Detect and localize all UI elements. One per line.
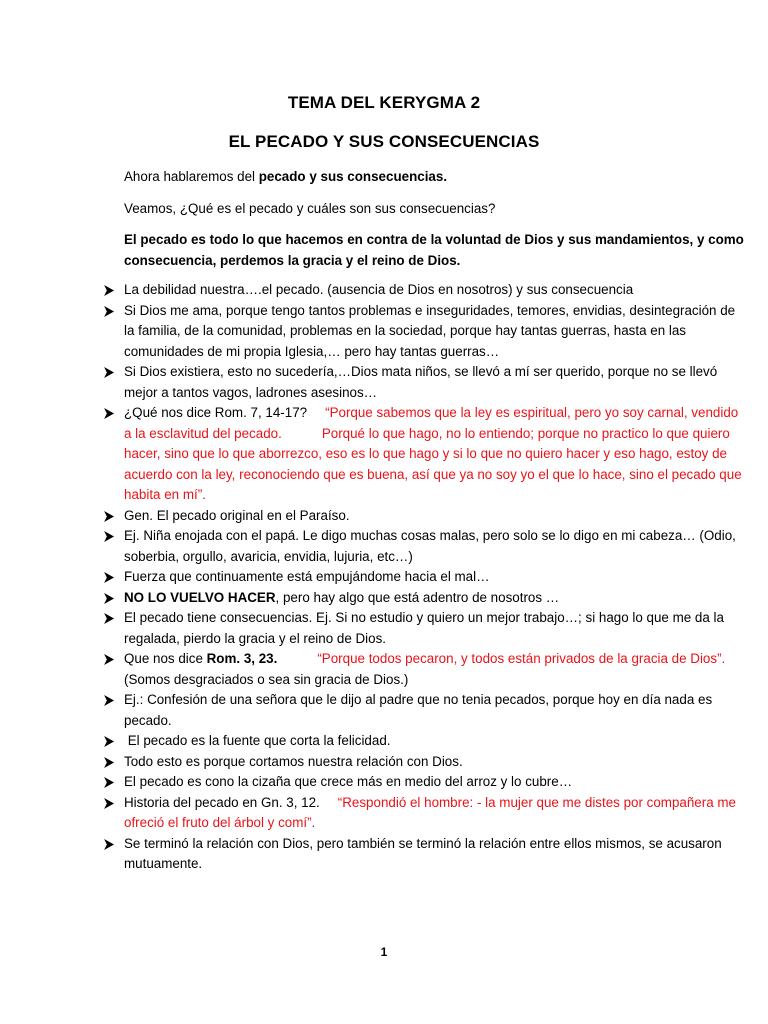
arrowhead-bullet-icon — [103, 839, 114, 850]
bullet-text: Que nos dice — [124, 651, 207, 666]
bullet-bold-text: NO LO VUELVO HACER — [124, 589, 276, 605]
page-number: 1 — [380, 945, 388, 959]
list-item — [0, 793, 742, 834]
list-item — [0, 834, 742, 875]
bullet-text: La debilidad nuestra….el pecado. (ausencia de Dios en nosotros) y sus consecuencia — [124, 282, 634, 297]
arrowhead-bullet-icon — [103, 511, 114, 522]
list-item — [0, 649, 742, 690]
list-item — [0, 772, 742, 793]
bullet-text: Gen. El pecado original en el Paraíso. — [124, 507, 350, 523]
list-item — [0, 280, 742, 301]
scripture-reference: Rom. 3, 23. — [206, 651, 278, 666]
list-item — [0, 588, 742, 609]
list-item — [0, 526, 742, 567]
intro-paragraph — [124, 167, 744, 188]
list-item — [0, 690, 742, 731]
bullet-text: Si Dios existiera, esto no sucedería,…Dios mata niños, se llevó a mí ser querido, porque no se llevó mejor a tantos vagos, ladrones asesinos… — [124, 364, 718, 400]
bullet-text: Se terminó la relación con Dios, pero también se terminó la relación entre ellos mismos, se acusaron mutuamente. — [124, 835, 722, 871]
arrowhead-bullet-icon — [103, 367, 114, 378]
question-paragraph: Veamos, ¿Qué es el pecado y cuáles son sus consecuencias? — [124, 201, 496, 216]
arrowhead-bullet-icon — [103, 798, 114, 809]
bullet-text: Todo esto es porque cortamos nuestra relación con Dios. — [124, 753, 463, 769]
arrowhead-bullet-icon — [103, 593, 114, 604]
arrowhead-bullet-icon — [103, 736, 114, 747]
arrowhead-bullet-icon — [103, 613, 114, 624]
bullet-text: El pecado tiene consecuencias. Ej. Si no estudio y quiero un mejor trabajo…; si hago lo que me da la regalada, pierdo la gracia y el reino de Dios. — [124, 610, 724, 646]
bullet-text: Ej.: Confesión de una señora que le dijo al padre que no tenia pecados, porque hoy en día nada es pecado. — [124, 692, 713, 728]
list-item — [0, 506, 742, 527]
list-item — [0, 752, 742, 773]
bullet-text: Si Dios me ama, porque tengo tantos problemas e inseguridades, temores, envidias, desintegración de la familia, de la comunidad, problemas en la sociedad, porque hay tantas guerras, hasta en las comunidades de mi propia Iglesia,… pero hay tantas guerras… — [124, 302, 736, 359]
list-item — [0, 608, 742, 649]
bullet-text-continued: (Somos desgraciados o sea sin gracia de Dios.) — [124, 671, 409, 687]
arrowhead-bullet-icon — [103, 572, 114, 583]
list-item — [0, 403, 742, 506]
scripture-quote: “Respondió el hombre: - la mujer que me distes por compañera me ofreció el fruto del árbol y comí”. — [124, 794, 736, 830]
document-title: TEMA DEL KERYGMA 2 — [287, 93, 481, 112]
arrowhead-bullet-icon — [103, 285, 114, 296]
list-item — [0, 301, 742, 363]
scripture-reference: Historia del pecado en Gn. 3, 12. — [124, 794, 320, 810]
scripture-quote: “Porque sabemos que la ley es espiritual, pero yo soy carnal, vendido a la esclavitud del pecado. — [124, 405, 739, 441]
definition-paragraph: El pecado es todo lo que hacemos en contra de la voluntad de Dios y sus mandamientos, y como consecuencia, perdemos la gracia y el reino de Dios. — [124, 232, 744, 268]
list-item — [0, 362, 742, 403]
scripture-quote: “Porque todos pecaron, y todos están privados de la gracia de Dios”. — [317, 651, 726, 666]
bullet-text: , pero hay algo que está adentro de nosotros … — [275, 589, 560, 605]
arrowhead-bullet-icon — [103, 408, 114, 419]
bullet-text: Fuerza que continuamente está empujándome hacia el mal… — [124, 569, 490, 584]
list-item — [0, 731, 742, 752]
scripture-quote-continued: Porqué lo que hago, no lo entiendo; porque no practico lo que quiero hacer, sino que lo que aborrezco, eso es lo que hago y si lo que no quiero hacer y eso hago, estoy de acuerdo con la ley, reconociendo que es buena, así que ya no soy yo el que lo hace, sino el pecado que habita en mí”. — [124, 425, 742, 502]
arrowhead-bullet-icon — [103, 695, 114, 706]
intro-bold-text: pecado y sus consecuencias. — [258, 169, 448, 184]
scripture-reference: ¿Qué nos dice Rom. 7, 14-17? — [124, 405, 308, 420]
list-item — [0, 567, 742, 588]
bullet-text: El pecado es cono la cizaña que crece más en medio del arroz y lo cubre… — [124, 774, 573, 789]
bullet-text: Ej. Niña enojada con el papá. Le digo muchas cosas malas, pero solo se lo digo en mi cabeza… (Odio, soberbia, orgullo, avaricia, envidia, lujuria, etc…) — [124, 528, 736, 564]
bullet-list — [0, 280, 768, 875]
arrowhead-bullet-icon — [103, 654, 114, 665]
document-subtitle: EL PECADO Y SUS CONSECUENCIAS — [228, 132, 540, 151]
bullet-text: El pecado es la fuente que corta la felicidad. — [124, 733, 391, 748]
intro-text: Ahora hablaremos del — [124, 169, 259, 184]
arrowhead-bullet-icon — [103, 757, 114, 768]
arrowhead-bullet-icon — [103, 306, 114, 317]
arrowhead-bullet-icon — [103, 777, 114, 788]
arrowhead-bullet-icon — [103, 531, 114, 542]
